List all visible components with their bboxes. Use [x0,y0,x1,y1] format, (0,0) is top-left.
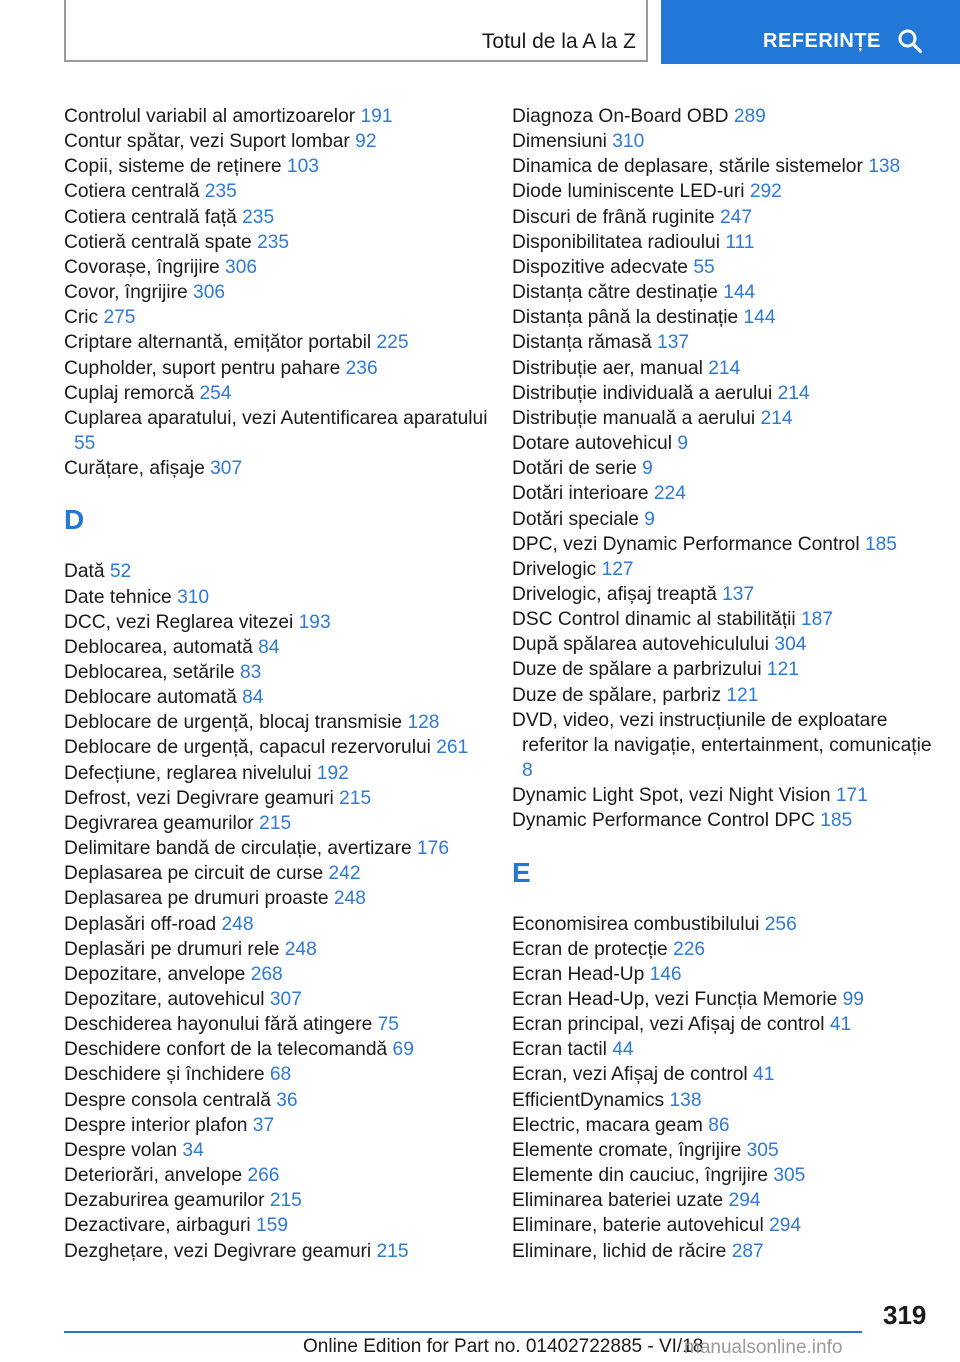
index-entry [64,559,494,584]
index-entry-text: Ecran principal, vezi Afișaj de control [512,1014,825,1036]
index-entry-text: Distanța până la destinație [512,307,739,329]
page-link[interactable]: 8 [522,760,533,782]
index-entry-text: Distribuție aer, manual [512,357,703,379]
index-entry [64,154,494,179]
page-link[interactable]: 224 [653,483,686,505]
index-entry-text: Dynamic Performance Control DPC [512,810,815,832]
index-entry [512,607,932,632]
index-entry [64,1213,494,1238]
page-link[interactable]: 275 [103,307,136,329]
page-link[interactable]: 236 [345,357,378,379]
index-entry [64,735,494,760]
page-link[interactable]: 256 [764,913,797,935]
page-link[interactable]: 128 [407,712,440,734]
index-entry [512,582,932,607]
index-entry [64,129,494,154]
index-entry [512,129,932,154]
page-link[interactable]: 137 [657,332,690,354]
page-link[interactable]: 41 [829,1014,852,1036]
page-link[interactable]: 176 [417,838,450,860]
index-entry-text: Dezactivare, airbaguri [64,1215,251,1237]
index-entry [64,1062,494,1087]
index-entry-text: Deblocare de urgență, capacul rezervorului [64,737,431,759]
index-entry-text: Disponibilitatea radioului [512,231,720,253]
index-entry [512,912,932,937]
page-link[interactable]: 266 [247,1165,280,1187]
page-link[interactable]: 146 [649,963,682,985]
page-link[interactable]: 41 [753,1064,775,1086]
index-entry [64,610,494,635]
page-link[interactable]: 307 [269,989,302,1010]
index-entry-text: Dotări de serie [512,458,637,480]
page-link[interactable]: 191 [360,106,393,127]
index-entry [64,1239,494,1264]
index-entry-text: Drivelogic, afișaj treaptă [512,583,717,605]
page-link[interactable]: 75 [377,1014,399,1036]
page-link[interactable]: 225 [376,332,409,354]
index-entry [64,1188,494,1213]
index-entry [512,657,932,682]
index-entry [512,1163,932,1188]
page-link[interactable]: 215 [376,1240,409,1262]
index-entry-text: DVD, video, vezi instrucțiunile de exploatare referitor la navigație, entertainment, comunicație [512,709,932,756]
index-entry-text: Ecran Head-Up, vezi Funcția Memorie [512,989,838,1010]
index-entry-text: După spălarea autovehiculului [512,634,770,656]
index-entry-text: Delimitare bandă de circulație, avertizare [64,838,412,860]
index-entry-text: Distribuție individuală a aerului [512,382,773,404]
index-entry [512,456,932,481]
page-link[interactable]: 37 [252,1114,275,1136]
index-entry [512,1113,932,1138]
index-entry-text: Diode luminiscente LED-uri [512,181,745,203]
index-entry-text: Ecran tactil [512,1039,607,1061]
page-link[interactable]: 55 [693,256,715,278]
index-entry [512,1012,932,1037]
index-entry [512,280,932,305]
index-entry-text: Date tehnice [64,586,172,608]
page-link[interactable]: 226 [673,938,706,960]
index-entry-text: Ecran Head-Up [512,963,645,985]
page-link[interactable]: 294 [769,1215,802,1237]
page-link[interactable]: 9 [642,458,653,480]
index-entry-text: Cupholder, suport pentru pahare [64,357,341,379]
page-link[interactable]: 292 [749,181,782,203]
index-entry [512,507,932,532]
page-link[interactable]: 185 [820,810,853,832]
page-link[interactable]: 268 [250,963,283,985]
page-link[interactable]: 247 [719,206,752,228]
index-entry [64,456,494,481]
page-link[interactable]: 306 [225,256,258,278]
page-link[interactable]: 144 [723,282,756,304]
index-entry-text: EfficientDynamics [512,1089,665,1111]
index-entry-text: Covorașe, îngrijire [64,256,220,278]
index-entry-text: Cotiera centrală față [64,206,237,228]
index-entry-text: DSC Control dinamic al stabilității [512,609,796,631]
index-entry [512,406,932,431]
index-entry [64,104,494,129]
index-entry-text: Ecran de protecție [512,938,668,960]
page-link[interactable]: 248 [333,888,366,910]
search-icon[interactable] [897,28,923,54]
index-entry [64,356,494,381]
index-entry-text: Duze de spălare, parbriz [512,684,722,706]
page-number: 319 [883,1300,927,1330]
index-entry [64,886,494,911]
page-link[interactable]: 248 [221,913,254,935]
index-entry-text: Deschidere și închidere [64,1064,265,1086]
index-entry [512,305,932,330]
index-entry [512,532,932,557]
index-entry [512,230,932,255]
index-entry-text: Depozitare, autovehicul [64,989,265,1010]
page-link[interactable]: 121 [766,659,799,681]
index-entry-text: Dotări speciale [512,508,639,530]
index-entry-text: Deplasări pe drumuri rele [64,938,280,960]
page-link[interactable]: 235 [257,231,290,253]
page-link[interactable]: 103 [286,156,319,178]
index-entry [64,962,494,987]
index-entry [512,708,932,783]
page-link[interactable]: 159 [255,1215,288,1237]
index-entry-text: Curățare, afișaje [64,458,205,480]
index-entry [512,683,932,708]
index-entry-text: Deplasarea pe circuit de curse [64,863,324,885]
index-entry-text: Deplasări off-road [64,913,217,935]
index-entry-text: Covor, îngrijire [64,282,188,304]
page-link[interactable]: 83 [240,661,262,683]
index-entry-text: Ecran, vezi Afișaj de control [512,1064,748,1086]
index-entry-text: Distanța rămasă [512,332,652,354]
index-column-right [512,104,932,1264]
index-entry [512,154,932,179]
index-entry [512,1239,932,1264]
index-entry-text: Dimensiuni [512,131,607,153]
page-link[interactable]: 214 [708,357,741,379]
page-link[interactable]: 242 [328,863,361,885]
index-entry-text: Dată [64,561,105,583]
index-entry-text: Drivelogic [512,558,597,580]
index-entry [64,836,494,861]
page-link[interactable]: 214 [777,382,810,404]
index-entry-text: Defecțiune, reglarea nivelului [64,762,312,784]
index-entry [64,305,494,330]
index-entry-text: Depozitare, anvelope [64,963,246,985]
index-entry [64,179,494,204]
index-entry [64,205,494,230]
page-link[interactable]: 84 [242,687,264,709]
page-link[interactable]: 254 [199,382,232,404]
page-link[interactable]: 193 [298,611,331,633]
index-entry [512,1088,932,1113]
page-link[interactable]: 261 [436,737,469,759]
page-link[interactable]: 138 [868,156,901,178]
index-entry-text: Despre consola centrală [64,1089,271,1111]
index-entry-text: Copii, sisteme de reținere [64,156,282,178]
index-entry-text: Dezghețare, vezi Degivrare geamuri [64,1240,372,1262]
page-link[interactable]: 215 [259,812,292,834]
page-link[interactable]: 68 [269,1064,292,1086]
index-entry [64,937,494,962]
index-section-letter: E [512,856,531,888]
index-entry-text: DPC, vezi Dynamic Performance Control [512,533,860,555]
index-entry [64,635,494,660]
index-entry-text: Diagnoza On-Board OBD [512,106,729,127]
page-link[interactable]: 9 [644,508,655,530]
index-entry-text: Dezaburirea geamurilor [64,1190,265,1212]
index-entry-text: Electric, macara geam [512,1114,703,1136]
index-entry [512,783,932,808]
index-entry [64,1163,494,1188]
index-entry [512,255,932,280]
index-entry-text: Dynamic Light Spot, vezi Night Vision [512,785,831,807]
index-entry [64,381,494,406]
page-link[interactable]: 171 [835,785,868,807]
index-entry-text: Deteriorări, anvelope [64,1165,243,1187]
footer-divider [64,1331,862,1333]
index-entry-text: Criptare alternantă, emițător portabil [64,332,372,354]
index-entry-text: Deschiderea hayonului fără atingere [64,1014,373,1036]
page-link[interactable]: 214 [760,407,793,429]
index-entry-text: Dotare autovehicul [512,433,672,455]
index-entry-text: Duze de spălare a parbrizului [512,659,762,681]
page-link[interactable]: 121 [726,684,759,706]
index-entry-text: Deblocare automată [64,687,237,709]
page-link[interactable]: 84 [258,636,280,658]
page-link[interactable]: 235 [242,206,275,228]
page-link[interactable]: 310 [612,131,645,153]
page-link[interactable]: 215 [339,787,372,809]
index-entry [64,230,494,255]
index-entry-text: Eliminarea bateriei uzate [512,1190,724,1212]
page-link[interactable]: 44 [612,1039,634,1061]
index-entry [64,1088,494,1113]
page-link[interactable]: 111 [725,231,755,253]
page-link[interactable]: 289 [733,106,766,127]
index-entry [512,1138,932,1163]
references-tab-label: REFERINȚE [763,30,881,52]
index-entry [512,330,932,355]
index-entry-text: Contur spătar, vezi Suport lombar [64,131,350,153]
page-link[interactable]: 187 [801,609,834,631]
index-entry [512,962,932,987]
index-entry [64,861,494,886]
page-link[interactable]: 52 [109,561,132,583]
index-entry [512,431,932,456]
index-entry-text: Deblocarea, automată [64,636,253,658]
index-entry-text: Dotări interioare [512,483,649,505]
index-entry-text: Elemente din cauciuc, îngrijire [512,1165,768,1187]
index-entry-text: Despre volan [64,1139,178,1161]
index-column-left [64,104,494,1264]
index-entry [64,987,494,1012]
index-entry [512,104,932,129]
section-title: Totul de la A la Z [481,30,636,53]
page-link[interactable]: 92 [355,131,377,153]
page-link[interactable]: 36 [276,1089,298,1111]
page-link[interactable]: 55 [74,433,96,455]
page-link[interactable]: 99 [842,989,864,1010]
page-link[interactable]: 137 [722,583,755,605]
index-entry [512,381,932,406]
page-link[interactable]: 215 [269,1190,302,1212]
index-entry [512,481,932,506]
index-entry [512,937,932,962]
index-entry [512,987,932,1012]
index-entry-text: Deblocarea, setările [64,661,235,683]
index-entry-text: Degivrarea geamurilor [64,812,254,834]
page-link[interactable]: 192 [316,762,349,784]
page-link[interactable]: 304 [774,634,807,656]
page-link[interactable]: 305 [773,1165,806,1187]
index-entry-text: Cuplarea aparatului, vezi Autentificarea aparatului [64,407,488,429]
page-link[interactable]: 287 [731,1240,764,1262]
index-entry [64,1138,494,1163]
index-entry-text: Elemente cromate, îngrijire [512,1139,742,1161]
index-entry-text: Cotieră centrală spate [64,231,252,253]
page-link[interactable]: 310 [177,586,210,608]
index-entry [64,685,494,710]
index-entry-text: Deplasarea pe drumuri proaste [64,888,329,910]
page-link[interactable]: 34 [182,1139,204,1161]
index-entry [512,179,932,204]
page-link[interactable]: 138 [669,1089,702,1111]
page-link[interactable]: 235 [204,181,237,203]
index-entry [64,912,494,937]
index-entry-text: Controlul variabil al amortizoarelor [64,106,356,127]
page-link[interactable]: 305 [746,1139,779,1161]
page-link[interactable]: 248 [284,938,317,960]
index-entry-text: Eliminare, lichid de răcire [512,1240,727,1262]
index-entry-text: DCC, vezi Reglarea vitezei [64,611,294,633]
index-entry [512,808,932,833]
index-entry [512,205,932,230]
index-entry-text: Economisirea combustibilului [512,913,760,935]
index-entry-text: Discuri de frână ruginite [512,206,715,228]
index-entry [64,710,494,735]
index-entry-text: Distribuție manuală a aerului [512,407,756,429]
page-link[interactable]: 307 [210,458,243,480]
index-entry-text: Cric [64,307,99,329]
page-link[interactable]: 9 [677,433,689,455]
index-entry [64,660,494,685]
index-entry-text: Deblocare de urgență, blocaj transmisie [64,712,403,734]
page-link[interactable]: 294 [728,1190,761,1212]
index-entry [512,1062,932,1087]
index-entry [64,406,494,456]
index-entry [512,1213,932,1238]
index-entry-text: Despre interior plafon [64,1114,248,1136]
watermark: manualsonline.info [684,1337,843,1358]
index-entry [64,280,494,305]
index-entry [64,1037,494,1062]
index-entry [512,557,932,582]
edition-footer: Online Edition for Part no. 01402722885 - VI/18 [303,1336,704,1357]
page-link[interactable]: 69 [392,1039,414,1061]
index-entry [512,1188,932,1213]
references-tab[interactable] [661,0,960,64]
index-entry [64,761,494,786]
page-link[interactable]: 86 [708,1114,730,1136]
index-entry [512,1037,932,1062]
index-entry [64,1113,494,1138]
index-entry-text: Dispozitive adecvate [512,256,688,278]
index-entry [512,356,932,381]
page-link[interactable]: 127 [601,558,634,580]
index-entry [64,786,494,811]
index-section-letter: D [64,504,85,536]
page-link[interactable]: 306 [193,282,226,304]
index-entry-text: Eliminare, baterie autovehicul [512,1215,764,1237]
index-entry-text: Cotiera centrală [64,181,200,203]
index-entry-text: Distanța către destinație [512,282,718,304]
index-entry-text: Defrost, vezi Degivrare geamuri [64,787,334,809]
index-entry-text: Dinamica de deplasare, stările sistemelor [512,156,863,178]
index-entry-text: Deschidere confort de la telecomandă [64,1039,388,1061]
page-link[interactable]: 144 [743,307,776,329]
page-link[interactable]: 185 [864,533,897,555]
index-entry [64,255,494,280]
index-entry [64,585,494,610]
index-entry [64,1012,494,1037]
index-entry [64,811,494,836]
index-entry-text: Cuplaj remorcă [64,382,195,404]
index-entry [64,330,494,355]
index-entry [512,632,932,657]
